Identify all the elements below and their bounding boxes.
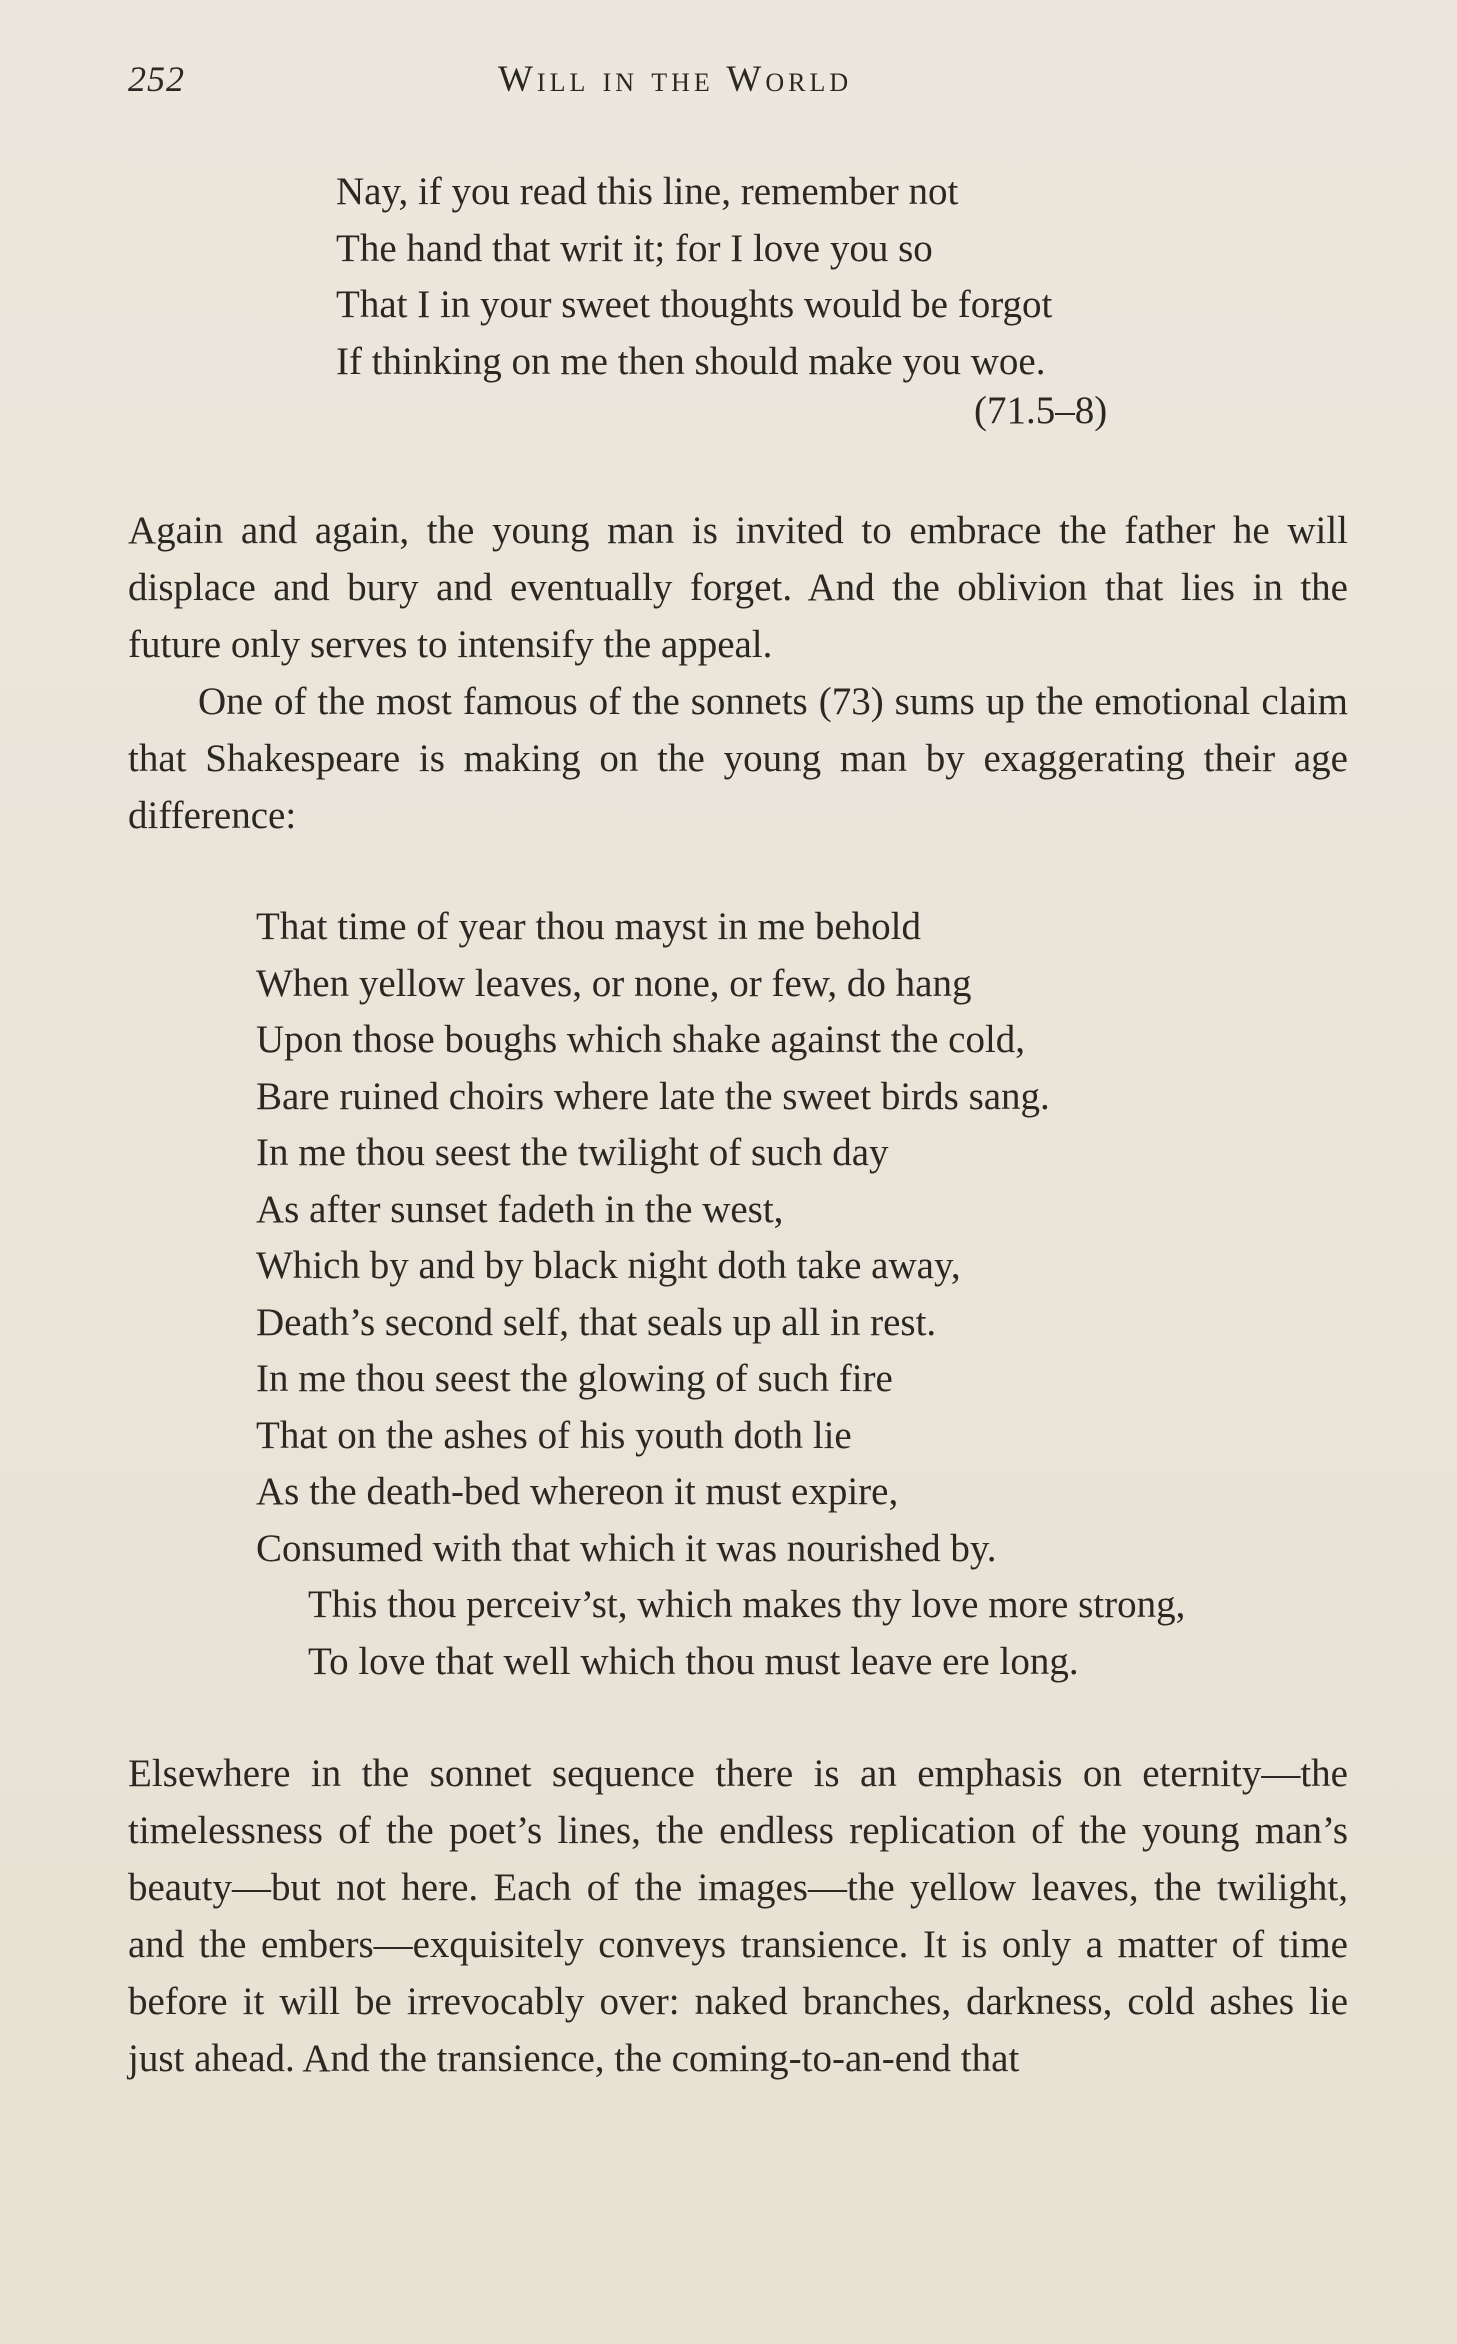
verse-quote-sonnet-73 bbox=[256, 899, 1306, 1690]
verse-line: If thinking on me then should make you woe. bbox=[336, 339, 1046, 383]
couplet-line: This thou perceiv’st, which makes thy love more strong, bbox=[308, 1583, 1186, 1626]
verse-line: In me thou seest the glowing of such fire bbox=[256, 1357, 893, 1400]
couplet-line: To love that well which thou must leave ere long. bbox=[308, 1639, 1079, 1683]
paragraph: One of the most famous of the sonnets (73) sums up the emotional claim that Shakespeare is making on the young man by exaggerating their age difference: bbox=[128, 680, 1348, 837]
verse-line: That on the ashes of his youth doth lie bbox=[256, 1413, 852, 1457]
verse-line: Nay, if you read this line, remember not bbox=[336, 170, 959, 213]
paragraph: Elsewhere in the sonnet sequence there is an emphasis on eternity—the timelessness of the poet’s lines, the endless replication of the young man’s beauty—but not here. Each of the images—the yellow leaves, the twilight, and the embers—exquisitely conveys transience. It is only a matter of time before it will be irrevocably over: naked branches, darkness, cold ashes lie just ahead. And the transience, the coming-to-an-end that bbox=[128, 1752, 1348, 2080]
verse-line: That I in your sweet thoughts would be forgot bbox=[336, 283, 1053, 326]
verse-line: Which by and by black night doth take away, bbox=[256, 1244, 961, 1287]
page-header bbox=[128, 58, 1348, 108]
body-text-block bbox=[128, 1745, 1348, 2087]
verse-line: Bare ruined choirs where late the sweet birds sang. bbox=[256, 1074, 1050, 1118]
verse-line: When yellow leaves, or none, or few, do hang bbox=[256, 961, 972, 1005]
verse-line: Upon those boughs which shake against the cold, bbox=[256, 1018, 1026, 1061]
verse-line: As the death-bed whereon it must expire, bbox=[256, 1470, 899, 1513]
running-title: Will in the World bbox=[498, 59, 853, 100]
verse-quote-sonnet-71 bbox=[336, 164, 1136, 390]
verse-line: The hand that writ it; for I love you so bbox=[336, 226, 933, 270]
body-text-block bbox=[128, 502, 1348, 844]
verse-line: Death’s second self, that seals up all in rest. bbox=[256, 1300, 937, 1344]
verse-line: That time of year thou mayst in me behold bbox=[256, 905, 921, 948]
verse-line: Consumed with that which it was nourished by. bbox=[256, 1526, 997, 1570]
page-number: 252 bbox=[128, 59, 185, 99]
verse-citation: (71.5–8) bbox=[974, 389, 1108, 432]
paragraph: Again and again, the young man is invited to embrace the father he will displace and bury and eventually forget. And the oblivion that lies in the future only serves to intensify the appeal. bbox=[128, 509, 1348, 666]
verse-line: As after sunset fadeth in the west, bbox=[256, 1187, 784, 1231]
verse-line: In me thou seest the twilight of such day bbox=[256, 1131, 889, 1174]
